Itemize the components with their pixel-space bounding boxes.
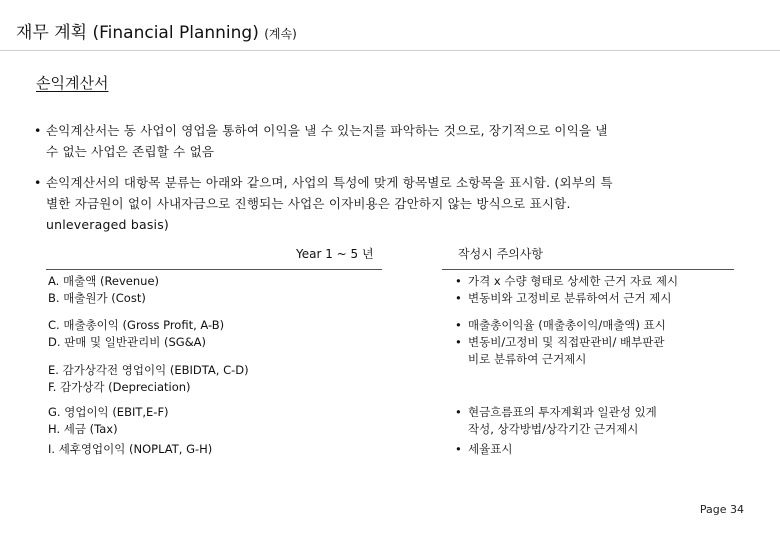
table-row-left — [48, 441, 212, 458]
line-item: E. 감가상각전 영업이익 (EBIDTA, C-D) — [48, 363, 249, 377]
bullet-line: 수 없는 사업은 존립할 수 없음 — [46, 144, 215, 159]
table-row-left — [48, 404, 169, 438]
page-number: Page 34 — [699, 503, 744, 516]
section-heading: 손익계산서 — [36, 74, 109, 92]
table-row-left — [48, 362, 249, 396]
bullet-line: 별한 자금원이 없이 사내자금으로 진행되는 사업은 이자비용은 감안하지 않는 방식으로 표시함. — [46, 196, 571, 211]
table-header-years: Year 1 ~ 5 년 — [296, 247, 374, 261]
note-text: 변동비/고정비 및 직접판관비/ 배부판관 — [468, 335, 665, 349]
page-title — [16, 18, 297, 43]
bullet-line: unleveraged basis) — [46, 217, 169, 232]
bullet-dot-icon: • — [455, 335, 462, 349]
table-header-rule-left — [46, 269, 382, 270]
note-item — [455, 441, 512, 458]
note-item — [455, 404, 657, 438]
table-header-rule-right — [442, 269, 734, 270]
bullet-dot-icon: • — [34, 175, 42, 190]
note-item — [455, 334, 666, 368]
page-title-main: 재무 계획 (Financial Planning) — [16, 23, 259, 43]
bullet-dot-icon: • — [455, 274, 462, 288]
bullet-item-2 — [34, 172, 613, 235]
bullet-line: 손익계산서는 동 사업이 영업을 통하여 이익을 낼 수 있는지를 파악하는 것으로, 장기적으로 이익을 낼 — [46, 123, 608, 138]
line-item: I. 세후영업이익 (NOPLAT, G-H) — [48, 442, 213, 456]
note-continuation: 작성, 상각방법/상각기간 근거제시 — [468, 422, 639, 436]
line-item: B. 매출원가 (Cost) — [48, 291, 146, 305]
table-row-right — [455, 441, 512, 458]
line-item: H. 세금 (Tax) — [48, 422, 118, 436]
table-header-notes: 작성시 주의사항 — [458, 247, 543, 261]
line-item: A. 매출액 (Revenue) — [48, 274, 160, 288]
bullet-dot-icon: • — [455, 291, 462, 305]
table-row-right — [455, 273, 678, 307]
bullet-line: 손익계산서의 대항목 분류는 아래와 같으며, 사업의 특성에 맞게 항목별로 소항목을 표시함. (외부의 특 — [46, 175, 613, 190]
title-divider — [0, 50, 780, 51]
bullet-item-1 — [34, 120, 608, 162]
bullet-dot-icon: • — [455, 318, 462, 332]
table-row-left — [48, 273, 159, 307]
page-title-suffix: (계속) — [264, 27, 297, 41]
line-item: D. 판매 및 일반관리비 (SG&A) — [48, 335, 207, 349]
note-text: 세율표시 — [468, 442, 513, 456]
bullet-dot-icon: • — [34, 123, 42, 138]
note-item — [455, 273, 678, 290]
table-row-right — [455, 317, 666, 368]
note-continuation: 비로 분류하여 근거제시 — [468, 352, 587, 366]
note-item — [455, 290, 678, 307]
table-row-left — [48, 317, 224, 351]
note-text: 가격 x 수량 형태로 상세한 근거 자료 제시 — [468, 274, 679, 288]
line-item: G. 영업이익 (EBIT,E-F) — [48, 405, 169, 419]
note-item — [455, 317, 666, 334]
line-item: F. 감가상각 (Depreciation) — [48, 380, 191, 394]
note-text: 변동비와 고정비로 분류하여서 근거 제시 — [468, 291, 672, 305]
bullet-dot-icon: • — [455, 442, 462, 456]
line-item: C. 매출총이익 (Gross Profit, A-B) — [48, 318, 225, 332]
note-text: 매출총이익율 (매출총이익/매출액) 표시 — [468, 318, 666, 332]
bullet-dot-icon: • — [455, 405, 462, 419]
table-row-right — [455, 404, 657, 438]
note-text: 현금흐름표의 투자계획과 일관성 있게 — [468, 405, 657, 419]
